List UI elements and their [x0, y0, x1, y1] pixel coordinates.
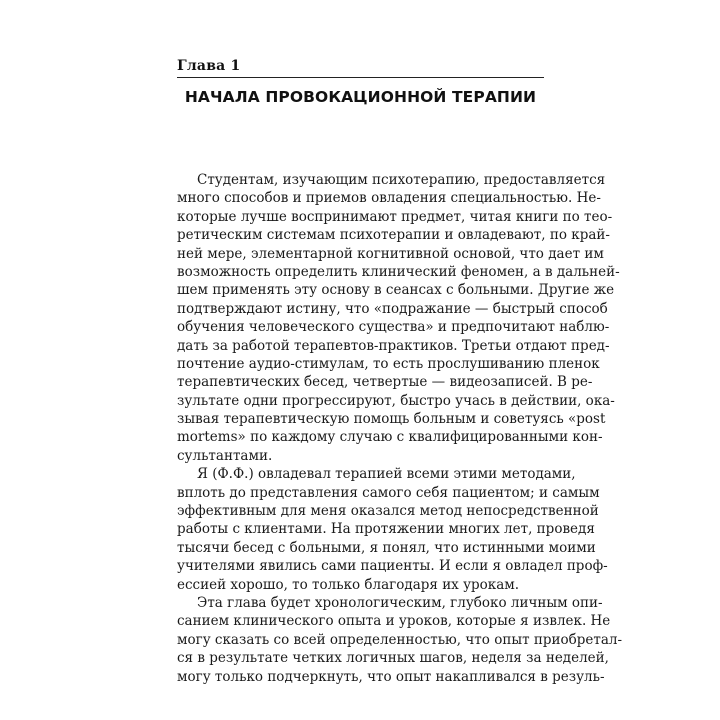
text-line: тысячи бесед с больными, я понял, что истинными моими: [177, 539, 596, 556]
text-line: Эта глава будет хронологическим, глубоко личным опи-: [197, 594, 603, 611]
body-text: [177, 171, 623, 686]
text-line: ней мере, элементарной когнитивной основой, что дает им: [177, 245, 604, 262]
text-line: Я (Ф.Ф.) овладевал терапией всеми этими методами,: [197, 466, 576, 483]
text-line: обучения человеческого существа» и предпочитают наблю-: [177, 319, 610, 336]
paragraph: [177, 171, 620, 465]
text-line: могу только подчеркнуть, что опыт накапливался в резуль-: [177, 668, 605, 685]
text-line: зывая терапевтическую помощь больным и советуясь «post: [177, 411, 606, 428]
text-line: возможность определить клинический феномен, а в дальней-: [177, 263, 620, 280]
text-line: дать за работой терапевтов-практиков. Третьи отдают пред-: [177, 337, 610, 354]
text-line: ретическим системам психотерапии и овладевают, по край-: [177, 227, 610, 244]
text-line: Студентам, изучающим психотерапию, предоставляется: [197, 172, 606, 188]
text-line: вплоть до представления самого себя пациентом; и самым: [177, 484, 600, 501]
text-line: учителями явились сами пациенты. И если я овладел проф-: [177, 558, 608, 575]
text-line: эффективным для меня оказался метод непосредственной: [177, 503, 599, 520]
text-line: терапевтических бесед, четвертые — видеозаписей. В ре-: [177, 374, 593, 391]
text-line: подтверждают истину, что «подражание — быстрый способ: [177, 300, 608, 317]
text-line: санием клинического опыта и уроков, которые я извлек. Не: [177, 613, 611, 630]
header-rule: [177, 77, 544, 78]
text-line: могу сказать со всей определенностью, что опыт приобретал-: [177, 631, 623, 648]
text-line: сультантами.: [177, 447, 273, 464]
text-line: mortems» по каждому случаю с квалифицированными кон-: [177, 429, 603, 446]
text-line: работы с клиентами. На протяжении многих лет, проведя: [177, 521, 595, 538]
text-line: почтение аудио-стимулам, то есть прослушиванию пленок: [177, 355, 600, 372]
text-line: много способов и приемов овладения специальностью. Не-: [177, 190, 601, 207]
paragraph: [177, 465, 608, 594]
text-line: ся в результате четких логичных шагов, неделя за неделей,: [177, 650, 609, 667]
paragraph: [177, 594, 623, 686]
text-line: шем применять эту основу в сеансах с больными. Другие же: [177, 282, 615, 299]
text-line: которые лучше воспринимают предмет, читая книги по тео-: [177, 208, 613, 225]
chapter-label: Глава 1: [177, 58, 241, 74]
chapter-title: НАЧАЛА ПРОВОКАЦИОННОЙ ТЕРАПИИ: [184, 88, 537, 106]
text-line: зультате одни прогрессируют, быстро учась в действии, ока-: [177, 392, 615, 409]
text-line: ессией хорошо, то только благодаря их урокам.: [177, 576, 520, 593]
